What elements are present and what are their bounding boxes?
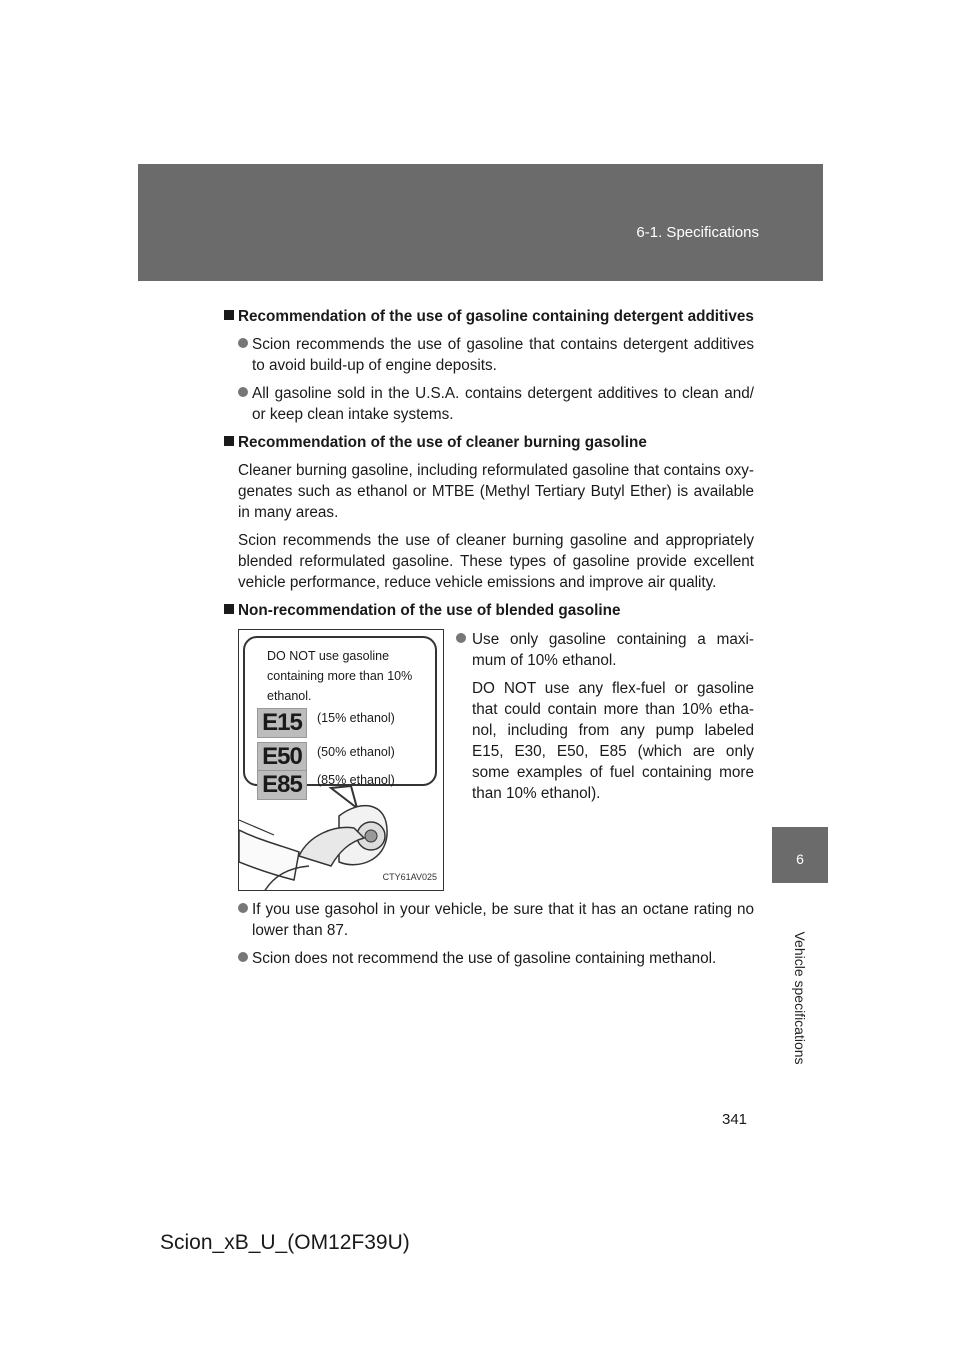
paragraph: Cleaner burning gasoline, including reformulated gasoline that contains oxy-genates such as ethanol or MTBE (Methyl Tertiary Butyl Ether) is available in many areas. <box>238 462 754 521</box>
document-id: Scion_xB_U_(OM12F39U) <box>160 1231 410 1254</box>
chapter-number: 6 <box>796 851 804 867</box>
e50-label: E50 <box>257 742 307 772</box>
bullet-item <box>224 948 754 969</box>
figure-code: CTY61AV025 <box>382 872 437 882</box>
e50-desc: (50% ethanol) <box>317 745 395 759</box>
warning-speech-bubble <box>243 636 437 786</box>
bullet-dot-icon <box>456 633 466 643</box>
bullet-item <box>454 629 754 671</box>
figure-row <box>224 629 754 891</box>
e85-desc: (85% ethanol) <box>317 773 395 787</box>
bullet-text: Use only gasoline containing a maxi-mum of 10% ethanol. <box>472 631 754 669</box>
ethanol-warning-figure <box>238 629 444 891</box>
bullet-text: If you use gasohol in your vehicle, be sure that it has an octane rating no lower than 87. <box>252 901 754 939</box>
bullet-dot-icon <box>238 903 248 913</box>
figure-side-text <box>454 629 754 891</box>
bullet-text: All gasoline sold in the U.S.A. contains detergent additives to clean and/ or keep clean intake systems. <box>252 385 754 423</box>
heading-text: Recommendation of the use of cleaner burning gasoline <box>238 434 647 451</box>
bullet-text: Scion does not recommend the use of gasoline containing methanol. <box>252 950 717 967</box>
heading-detergent <box>224 306 754 327</box>
bullet-item <box>224 334 754 376</box>
chapter-label: Vehicle specifications <box>792 931 808 1065</box>
bullet-item <box>224 383 754 425</box>
bullet-dot-icon <box>238 387 248 397</box>
page-number: 341 <box>722 1111 748 1128</box>
bubble-text: DO NOT use gasoline containing more than 10% ethanol. <box>267 649 413 703</box>
bullet-text: Scion recommends the use of gasoline that contains detergent additives to avoid build-up of engine deposits. <box>252 336 754 374</box>
section-title: 6-1. Specifications <box>636 224 759 241</box>
e85-label: E85 <box>257 770 307 800</box>
header-band <box>138 164 823 281</box>
heading-text: Non-recommendation of the use of blended gasoline <box>238 602 621 619</box>
bullet-dot-icon <box>238 952 248 962</box>
heading-cleaner <box>224 432 754 453</box>
e15-desc: (15% ethanol) <box>317 711 395 725</box>
e15-label: E15 <box>257 708 307 738</box>
square-bullet-icon <box>224 310 234 320</box>
square-bullet-icon <box>224 436 234 446</box>
paragraph: DO NOT use any flex-fuel or gasoline that could contain more than 10% etha-nol, including from any pump labeled E15, E30, E50, E85 (which are only some examples of fuel containing more than 10% ethanol). <box>472 680 754 802</box>
paragraph: Scion recommends the use of cleaner burning gasoline and appropriately blended reformulated gasoline. These types of gasoline provide excellent vehicle performance, reduce vehicle emissions and improve air quality. <box>238 532 754 591</box>
bullet-dot-icon <box>238 338 248 348</box>
heading-blended <box>224 600 754 621</box>
bullet-item <box>224 899 754 941</box>
square-bullet-icon <box>224 604 234 614</box>
heading-text: Recommendation of the use of gasoline containing detergent additives <box>238 308 754 325</box>
page-content <box>224 306 754 976</box>
